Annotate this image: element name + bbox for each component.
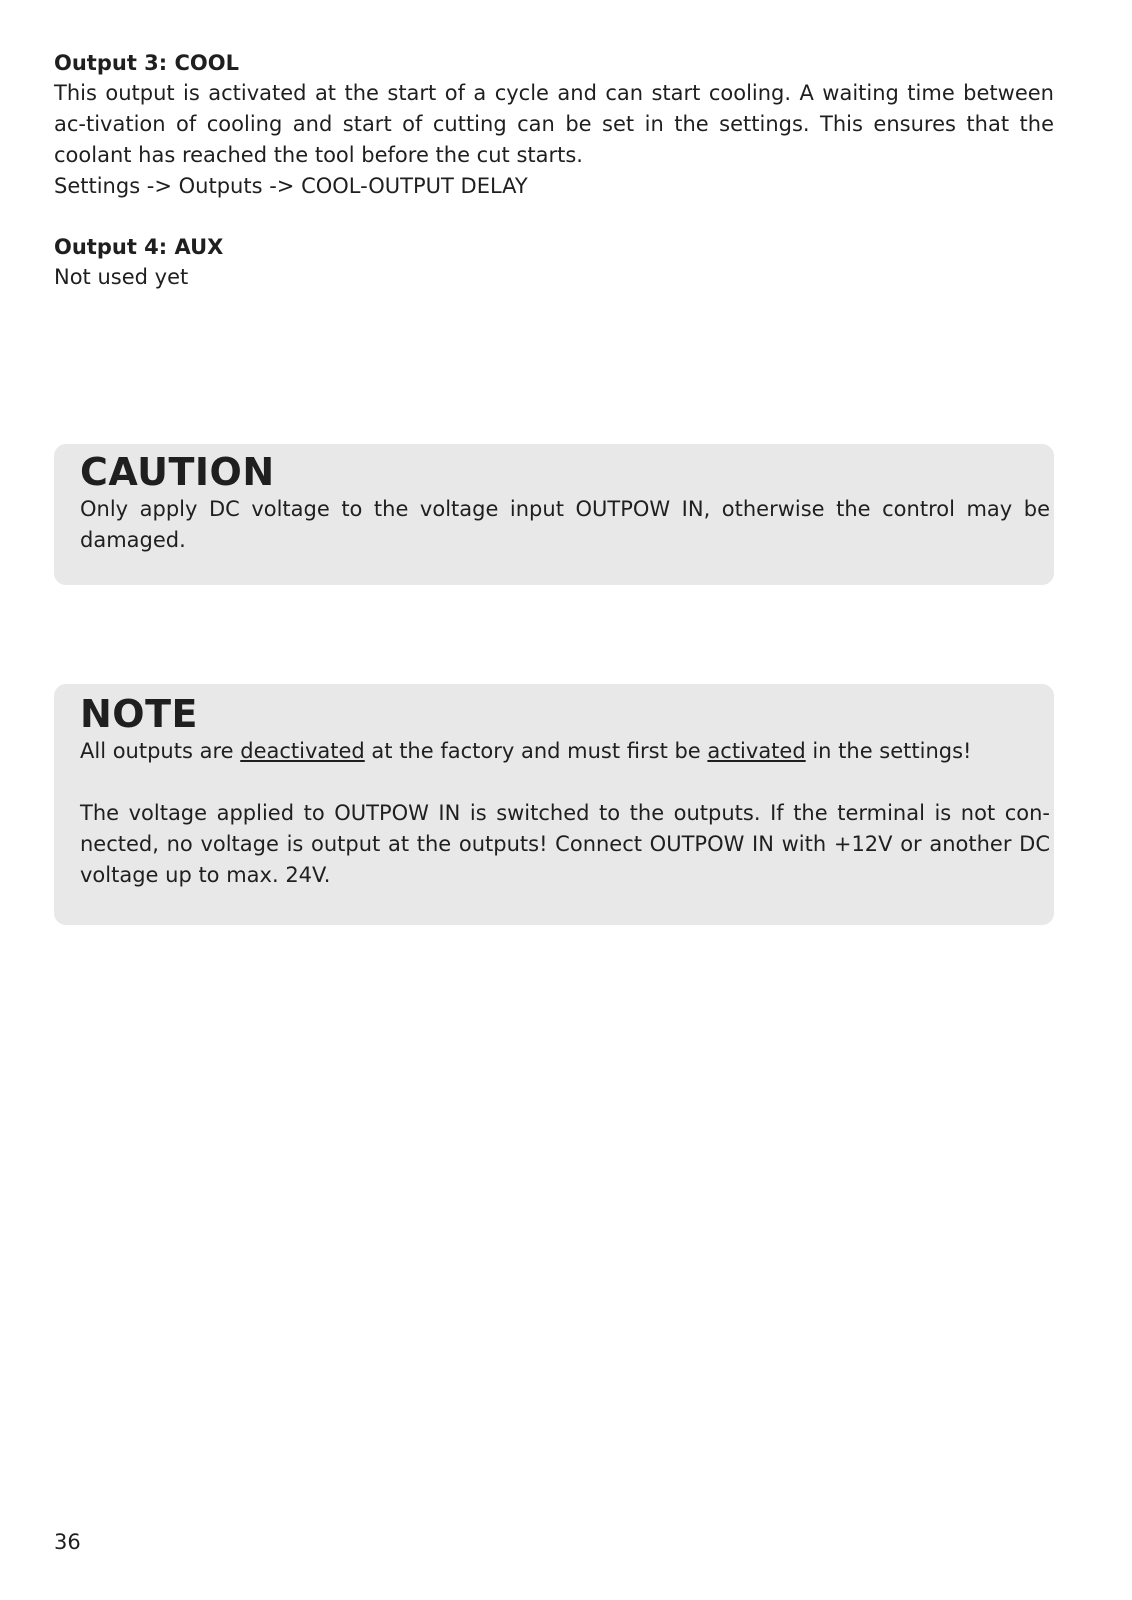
output4-section <box>54 232 1054 293</box>
note-spacer <box>80 767 1054 798</box>
document-page-content <box>54 48 1054 293</box>
page-number: 36 <box>54 1530 81 1554</box>
note-emphasis-activated: activated <box>707 739 806 763</box>
note-text: All outputs are <box>80 739 241 763</box>
note-paragraph-1 <box>80 736 1054 767</box>
note-emphasis-deactivated: deactivated <box>240 739 365 763</box>
note-paragraph-2: The voltage applied to OUTPOW IN is switched to the outputs. If the terminal is not con-nected, no voltage is output at the outputs! Connect OUTPOW IN with +12V or another DC voltage up to max. 24V. <box>80 801 1050 887</box>
output4-description: Not used yet <box>54 265 189 289</box>
caution-box <box>54 444 1054 585</box>
note-text: in the settings! <box>805 739 972 763</box>
output3-heading: Output 3: COOL <box>54 51 239 75</box>
output3-settings-path: Settings -> Outputs -> COOL-OUTPUT DELAY <box>54 174 528 198</box>
note-title: NOTE <box>80 692 198 736</box>
section-spacer <box>54 202 1054 232</box>
caution-text: Only apply DC voltage to the voltage input OUTPOW IN, otherwise the control may be damaged. <box>80 497 1050 552</box>
output3-section <box>54 48 1054 202</box>
caution-title: CAUTION <box>80 450 275 494</box>
note-box <box>54 684 1054 925</box>
note-text: at the factory and must first be <box>364 739 708 763</box>
output4-heading: Output 4: AUX <box>54 235 224 259</box>
output3-description: This output is activated at the start of a cycle and can start cooling. A waiting time between ac-tivation of cooling and start of cutting can be set in the settings. This ensures that the coolant has reached the tool before the cut starts. <box>54 81 1054 167</box>
